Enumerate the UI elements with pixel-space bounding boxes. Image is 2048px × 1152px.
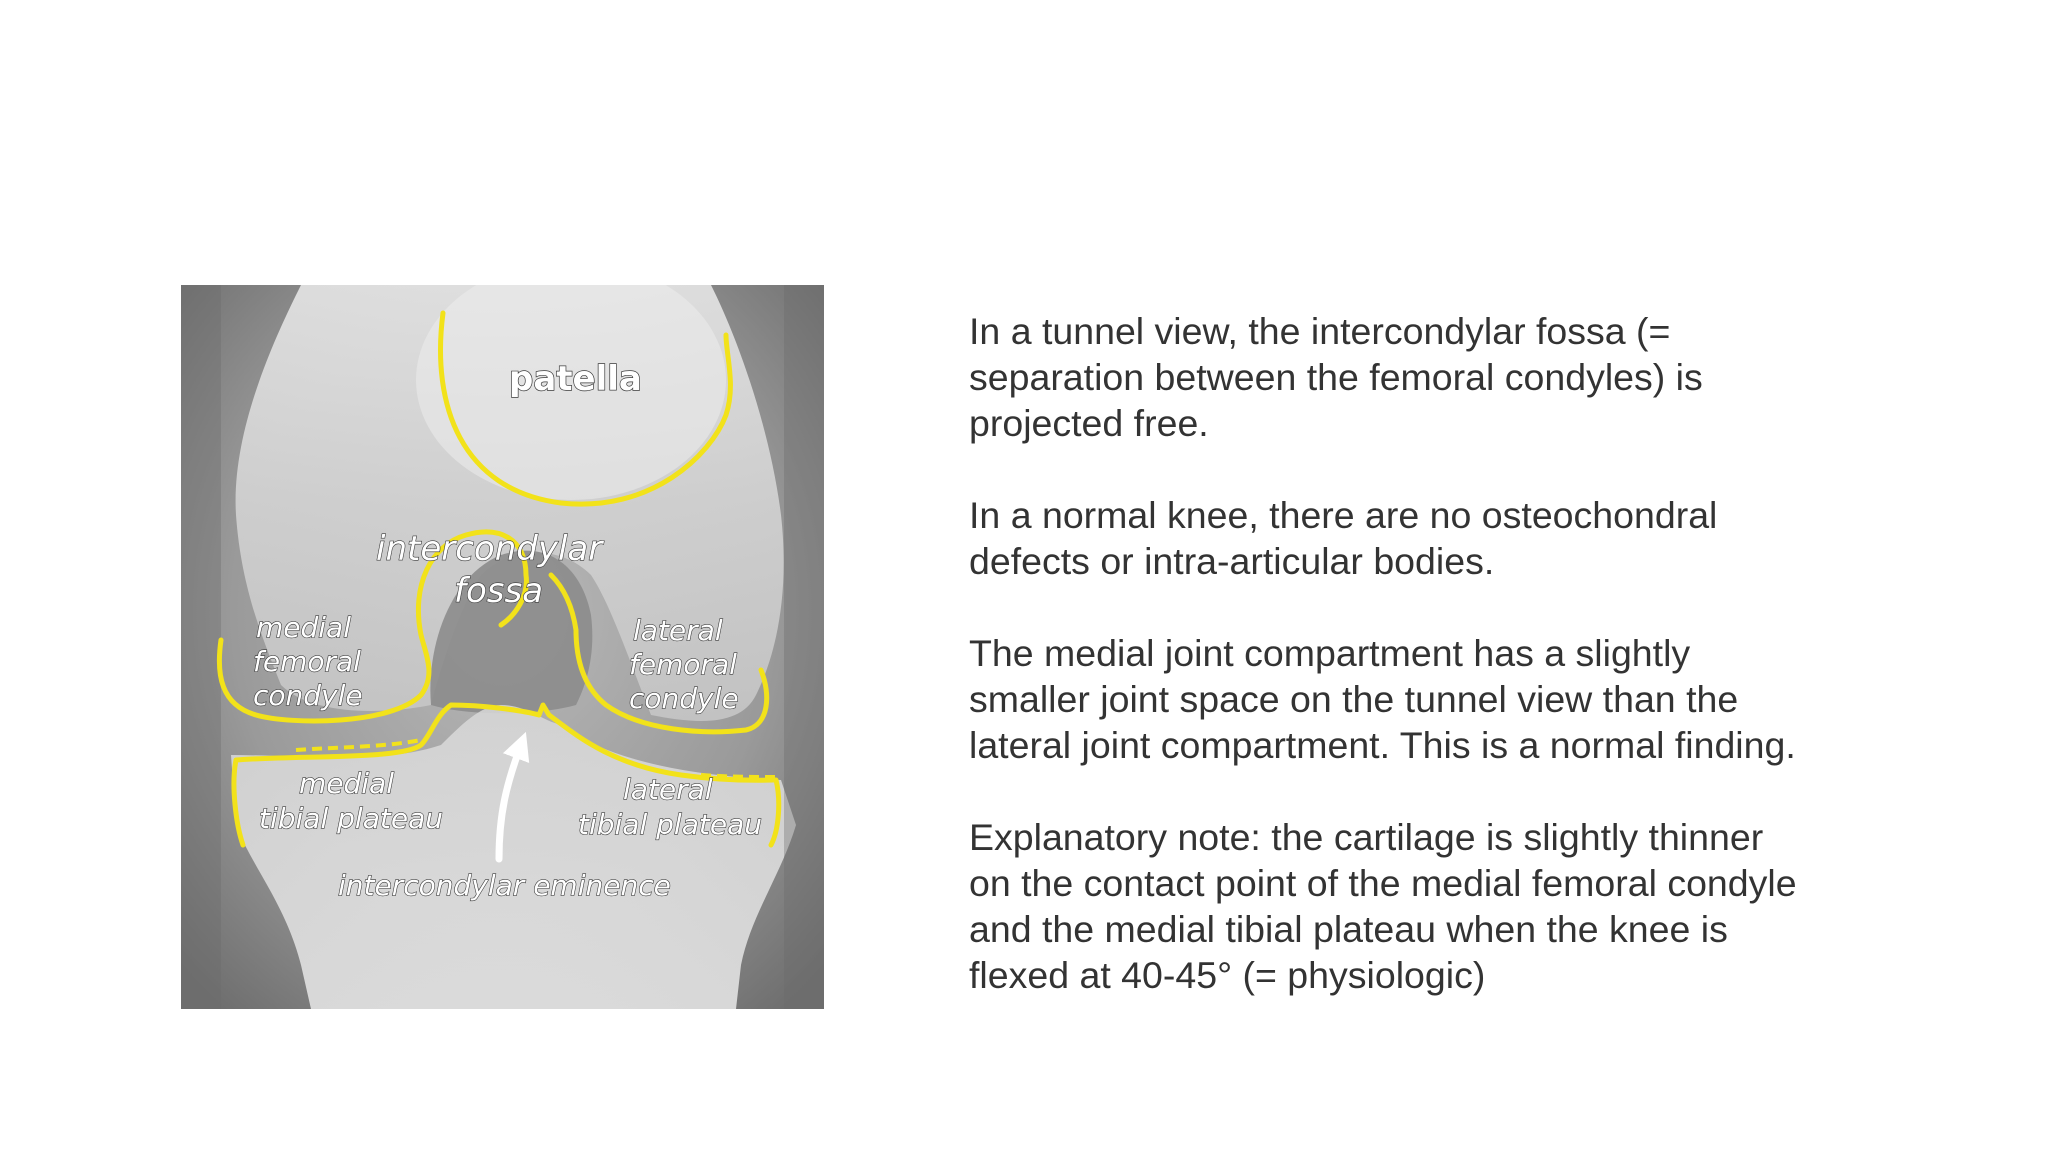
left-edge-shade xyxy=(181,285,221,1009)
paragraph-medial-compartment: The medial joint compartment has a slightly smaller joint space on the tunnel view than the lateral joint compartment. This is a normal finding. xyxy=(969,632,1796,766)
label-intercondylar-eminence: intercondylar eminence xyxy=(338,869,671,902)
paragraph-normal-knee: In a normal knee, there are no osteochondral defects or intra-articular bodies. xyxy=(969,494,1718,582)
right-edge-shade xyxy=(784,285,824,1009)
label-patella: patella xyxy=(509,359,642,399)
label-medial-tibial-2: tibial plateau xyxy=(259,802,443,835)
label-lateral-tibial-1: lateral xyxy=(623,773,713,806)
label-lateral-femoral-2: femoral xyxy=(629,648,737,681)
label-medial-tibial-1: medial xyxy=(299,767,394,800)
paragraph-explanatory-note: Explanatory note: the cartilage is slightly thinner on the contact point of the medial femoral condyle and the medial tibial plateau when the knee is flexed at 40-45° (= physiologic) xyxy=(969,816,1797,996)
label-lateral-femoral-1: lateral xyxy=(633,614,723,647)
label-medial-femoral-1: medial xyxy=(256,611,351,644)
paragraph-tunnel-view: In a tunnel view, the intercondylar fossa (= separation between the femoral condyles) is projected free. xyxy=(969,310,1703,444)
label-lateral-tibial-2: tibial plateau xyxy=(578,808,762,841)
explanation-text xyxy=(969,308,1809,998)
label-fossa: fossa xyxy=(454,571,544,611)
label-medial-femoral-3: condyle xyxy=(253,679,363,712)
knee-xray-svg xyxy=(181,285,824,1009)
label-lateral-femoral-3: condyle xyxy=(629,682,739,715)
label-medial-femoral-2: femoral xyxy=(253,645,361,678)
knee-xray-figure xyxy=(181,285,824,1009)
label-intercondylar: intercondylar xyxy=(376,529,603,569)
